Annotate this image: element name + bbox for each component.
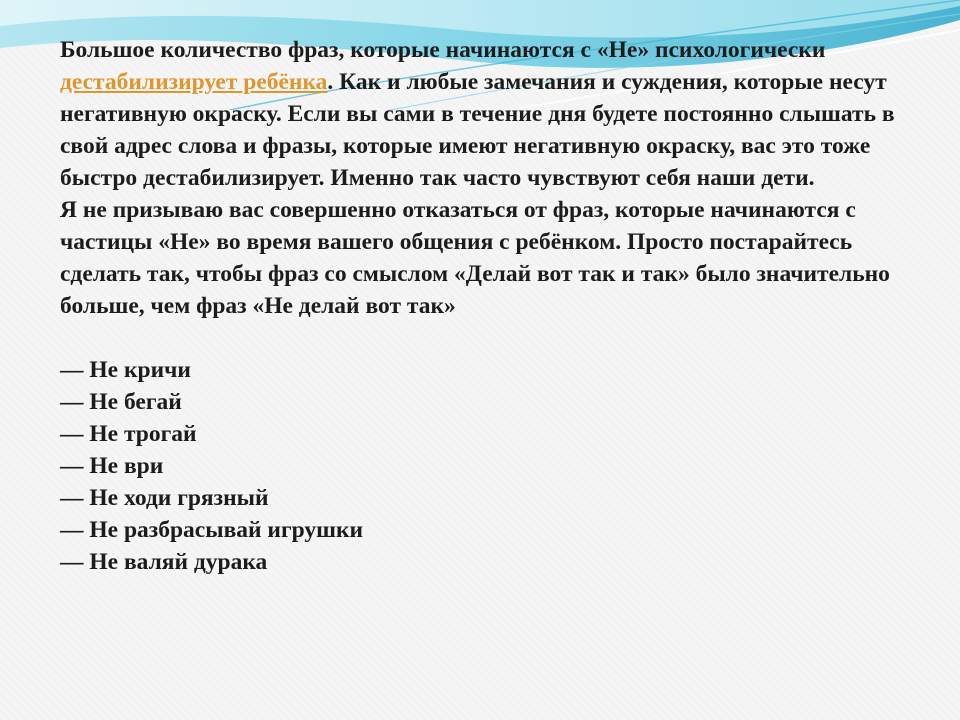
list-item: — Не разбрасывай игрушки [60, 517, 364, 543]
list-item: — Не трогай [60, 421, 197, 447]
paragraph-1-end: . Как и любые замечания и суждения, которые несут негативную окраску. Если вы сами в течение дня будете постоянно слышать в свой адрес слова и фразы, которые имеют негативную окраску, вас это тоже быстро дестабилизирует. Именно так часто чувствуют себя наши дети. [60, 69, 895, 191]
destabilizes-child-link[interactable]: дестабилизирует ребёнка [60, 69, 328, 95]
paragraph-2: Я не призываю вас совершенно отказаться от фраз, которые начинаются с частицы «Не» во время вашего общения с ребёнком. Просто постарайтесь сделать так, чтобы фраз со смыслом «Делай вот так и так» было значительно больше, чем фраз «Не делай вот так» [60, 197, 890, 319]
phrase-list [60, 354, 920, 578]
list-item: — Не ври [60, 453, 164, 479]
slide-text [60, 34, 920, 578]
paragraph-1 [60, 34, 920, 194]
list-item: — Не валяй дурака [60, 549, 268, 575]
paragraph-1-start: Большое количество фраз, которые начинаются с «Не» психологически [60, 37, 826, 63]
list-item: — Не ходи грязный [60, 485, 269, 511]
list-item: — Не бегай [60, 389, 182, 415]
blank-line [60, 322, 920, 354]
list-item: — Не кричи [60, 357, 191, 383]
